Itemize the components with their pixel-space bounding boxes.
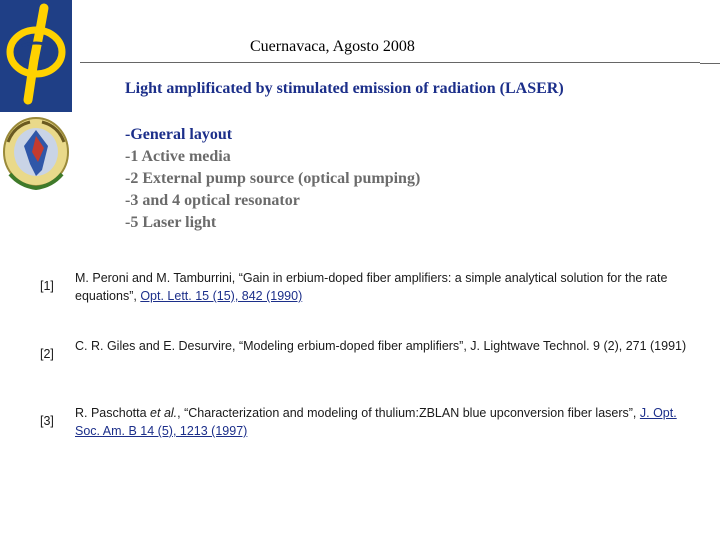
reference-italic: et al.	[150, 406, 178, 420]
university-seal	[0, 112, 72, 192]
reference-number: [3]	[40, 414, 54, 428]
reference-number: [2]	[40, 347, 54, 361]
header-divider	[80, 62, 700, 63]
header-location-date: Cuernavaca, Agosto 2008	[250, 38, 415, 55]
layout-item: -General layout	[125, 126, 233, 143]
layout-item: -3 and 4 optical resonator	[125, 192, 300, 209]
institute-logo	[0, 0, 72, 112]
reference-text	[75, 269, 695, 305]
reference-body: R. Paschotta	[75, 406, 151, 420]
reference-text: C. R. Giles and E. Desurvire, “Modeling erbium-doped fiber amplifiers”, J. Lightwave Technol. 9 (2), 271 (1991)	[75, 339, 687, 353]
layout-item: -2 External pump source (optical pumping)	[125, 170, 421, 187]
layout-item: -5 Laser light	[125, 214, 217, 231]
unam-seal-icon	[0, 112, 72, 192]
slide-title: Light amplificated by stimulated emission of radiation (LASER)	[125, 80, 564, 97]
layout-item: -1 Active media	[125, 148, 231, 165]
laser-layout-list	[125, 124, 420, 234]
reference-body-cont: , “Characterization and modeling of thulium:ZBLAN blue upconversion fiber lasers”,	[177, 406, 640, 420]
reference-link[interactable]: Opt. Lett. 15 (15), 842 (1990)	[140, 289, 303, 303]
header-divider-end	[700, 63, 720, 64]
reference-link[interactable]: J. Opt. Soc. Am. B 14 (5), 1213 (1997)	[75, 406, 677, 438]
reference-text	[75, 404, 695, 440]
phi-logo-icon	[0, 0, 72, 112]
reference-body: M. Peroni and M. Tamburrini, “Gain in erbium-doped fiber amplifiers: a simple analytical solution for the rate equations”,	[75, 271, 668, 303]
reference-number: [1]	[40, 279, 54, 293]
